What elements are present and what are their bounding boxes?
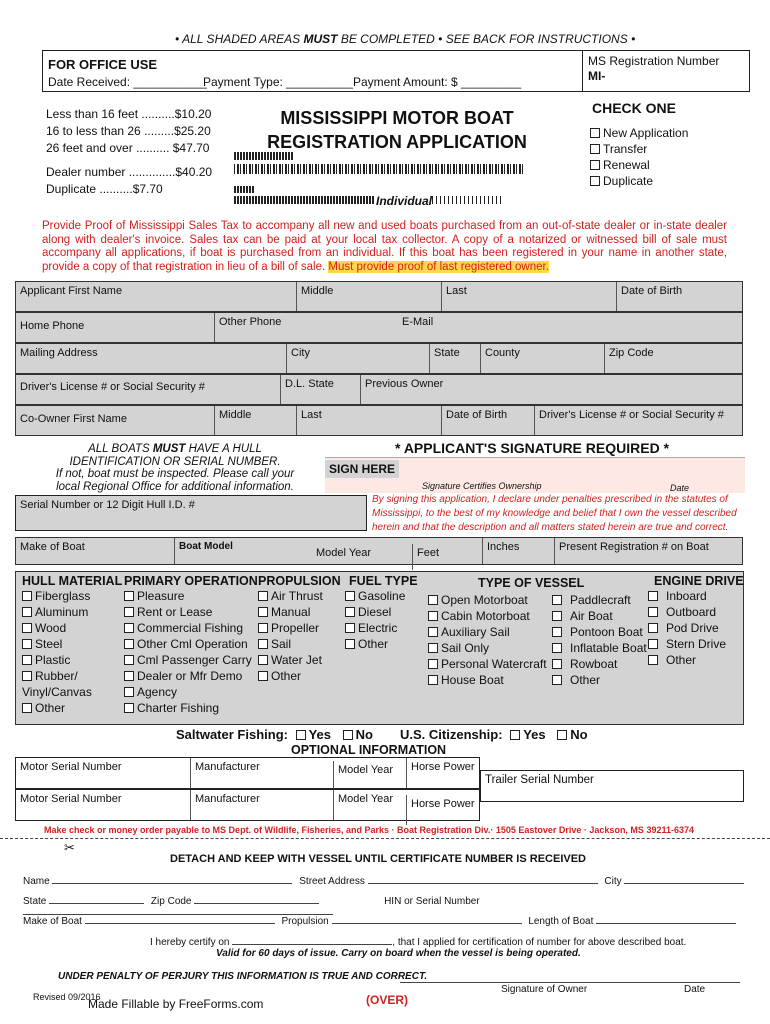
model-year-2[interactable]: Model Year bbox=[333, 790, 397, 820]
primary-operation-title: PRIMARY OPERATION bbox=[124, 574, 258, 588]
detach-state-line[interactable] bbox=[49, 903, 144, 904]
detach-row-3: Make of Boat Propulsion Length of Boat bbox=[23, 916, 748, 927]
owner-signature-line[interactable] bbox=[400, 982, 740, 983]
manufacturer-1[interactable]: Manufacturer bbox=[190, 758, 264, 788]
detach-city-line[interactable] bbox=[624, 883, 744, 884]
checkbox[interactable] bbox=[552, 675, 562, 685]
checkbox[interactable] bbox=[590, 160, 600, 170]
signature-required-heading: * APPLICANT'S SIGNATURE REQUIRED * bbox=[395, 440, 670, 456]
applicant-first-name-field[interactable]: Applicant First Name bbox=[20, 285, 123, 297]
op-cml-passenger[interactable]: Cml Passenger Carry bbox=[124, 652, 258, 668]
inches-field[interactable]: Inches bbox=[482, 538, 523, 564]
optional-info-title: OPTIONAL INFORMATION bbox=[291, 743, 447, 757]
checkbox[interactable] bbox=[22, 671, 32, 681]
vessel-air-boat[interactable]: Air Boat bbox=[552, 608, 647, 624]
op-rent-lease[interactable]: Rent or Lease bbox=[124, 604, 258, 620]
checkbox[interactable] bbox=[590, 128, 600, 138]
checkbox[interactable] bbox=[124, 607, 134, 617]
phone-row bbox=[15, 312, 743, 343]
checkbox[interactable] bbox=[258, 639, 268, 649]
checkbox[interactable] bbox=[124, 639, 134, 649]
fuel-type-group bbox=[345, 574, 418, 652]
detach-street-line[interactable] bbox=[368, 883, 598, 884]
hull-rubber-vinyl-canvas[interactable]: Rubber/ Vinyl/Canvas bbox=[22, 669, 92, 699]
sign-here-label: SIGN HERE bbox=[325, 460, 399, 478]
checkbox[interactable] bbox=[590, 176, 600, 186]
checkbox[interactable] bbox=[648, 639, 658, 649]
checkbox[interactable] bbox=[552, 595, 562, 605]
vessel-auxiliary-sail[interactable]: Auxiliary Sail bbox=[428, 624, 547, 640]
barcode-strip bbox=[234, 152, 534, 208]
op-other-cml[interactable]: Other Cml Operation bbox=[124, 636, 258, 652]
address-row bbox=[15, 343, 743, 374]
checkbox[interactable] bbox=[258, 607, 268, 617]
checkbox[interactable] bbox=[648, 591, 658, 601]
fuel-other[interactable]: Other bbox=[345, 636, 418, 652]
checkbox[interactable] bbox=[345, 639, 355, 649]
proof-instructions: Provide Proof of Mississippi Sales Tax to accompany all new and used boats purchased from an out-of-state dealer or in-state dealer along with dealer's invoice. Sales tax can be paid at your local tax collector. A copy of a notarized or witnessed bill of sale must accompany all applications, if boat is purchased from an individual. If this boat has been registered in your name in another state, provide a copy of that registration in lieu of a bill of sale. Must provide proof of last registered owner. bbox=[42, 220, 727, 273]
checkbox[interactable] bbox=[345, 623, 355, 633]
motor-row-2 bbox=[15, 789, 480, 821]
payable-instructions: Make check or money order payable to MS Dept. of Wildlife, Fisheries, and Parks · Boat Registration Div.· 1505 Eastover Drive · Jackson, MS 39211-6374 bbox=[44, 825, 694, 835]
over-label: (OVER) bbox=[366, 993, 408, 1007]
vessel-cabin-motorboat[interactable]: Cabin Motorboat bbox=[428, 608, 547, 624]
home-phone-field[interactable]: Home Phone bbox=[20, 320, 85, 332]
checkbox[interactable] bbox=[258, 655, 268, 665]
hull-other[interactable]: Other bbox=[22, 700, 122, 716]
citizenship-no[interactable]: No bbox=[549, 727, 587, 742]
detach-zip-line[interactable] bbox=[194, 903, 319, 904]
fee-line: Duplicate ..........$7.70 bbox=[46, 182, 163, 196]
fuel-diesel[interactable]: Diesel bbox=[345, 604, 418, 620]
checkbox[interactable] bbox=[296, 730, 306, 740]
checkbox[interactable] bbox=[22, 623, 32, 633]
fee-line: 26 feet and over .......... $47.70 bbox=[46, 141, 210, 155]
hull-material-group bbox=[22, 574, 122, 716]
signature-box[interactable] bbox=[325, 457, 745, 493]
signature-date-label: Date bbox=[670, 483, 690, 493]
checkbox[interactable] bbox=[124, 687, 134, 697]
hull-material-title: HULL MATERIAL bbox=[22, 574, 123, 588]
detach-name-line[interactable] bbox=[52, 883, 292, 884]
certify-date-line[interactable] bbox=[232, 944, 392, 945]
checkbox[interactable] bbox=[552, 611, 562, 621]
city-field[interactable]: City bbox=[286, 344, 314, 373]
checkbox[interactable] bbox=[428, 659, 438, 669]
checkbox[interactable] bbox=[345, 591, 355, 601]
hull-plastic[interactable]: Plastic bbox=[22, 652, 122, 668]
date-received: Date Received: ___________ bbox=[48, 75, 207, 89]
checkbox[interactable] bbox=[557, 730, 567, 740]
checkbox[interactable] bbox=[428, 611, 438, 621]
checkbox[interactable] bbox=[428, 627, 438, 637]
checkbox[interactable] bbox=[648, 623, 658, 633]
model-year-1[interactable]: Model Year bbox=[333, 761, 397, 791]
detach-row-1: Name Street Address City bbox=[23, 876, 748, 887]
proof-highlight: Must provide proof of last registered owner. bbox=[328, 260, 549, 273]
co-owner-middle-field[interactable]: Middle bbox=[214, 406, 255, 435]
checkbox[interactable] bbox=[428, 595, 438, 605]
horse-power-1[interactable]: Horse Power bbox=[406, 758, 479, 788]
checkbox[interactable] bbox=[343, 730, 353, 740]
applicant-dob-field[interactable]: Date of Birth bbox=[616, 282, 686, 311]
saltwater-fishing: Saltwater Fishing: Yes No bbox=[176, 727, 373, 742]
engine-other[interactable]: Other bbox=[648, 652, 744, 668]
engine-stern-drive[interactable]: Stern Drive bbox=[648, 636, 744, 652]
fee-line: 16 to less than 26 .........$25.20 bbox=[46, 124, 211, 138]
hull-wood[interactable]: Wood bbox=[22, 620, 122, 636]
payment-type: Payment Type: __________ bbox=[203, 75, 353, 89]
office-use-title: FOR OFFICE USE bbox=[48, 57, 158, 72]
vessel-rowboat[interactable]: Rowboat bbox=[552, 656, 647, 672]
scissors-icon: ✂ bbox=[64, 840, 75, 855]
vessel-paddlecraft[interactable]: Paddlecraft bbox=[552, 592, 647, 608]
zip-code-field[interactable]: Zip Code bbox=[604, 344, 658, 373]
fee-schedule bbox=[46, 106, 212, 198]
applicant-name-row bbox=[15, 281, 743, 312]
checkbox[interactable] bbox=[22, 607, 32, 617]
prop-water-jet[interactable]: Water Jet bbox=[258, 652, 341, 668]
horse-power-2[interactable]: Horse Power bbox=[406, 795, 479, 825]
present-registration-field[interactable]: Present Registration # on Boat bbox=[554, 538, 713, 564]
vessel-personal-watercraft[interactable]: Personal Watercraft bbox=[428, 656, 547, 672]
co-owner-first-name-field[interactable]: Co-Owner First Name bbox=[20, 413, 127, 425]
email-field[interactable]: E-Mail bbox=[402, 316, 434, 328]
previous-owner-field[interactable]: Previous Owner bbox=[360, 375, 447, 404]
checkbox[interactable] bbox=[258, 671, 268, 681]
vessel-inflatable-boat[interactable]: Inflatable Boat bbox=[552, 640, 647, 656]
boat-model-field[interactable]: Boat Model bbox=[174, 538, 237, 564]
motor-serial-1[interactable]: Motor Serial Number bbox=[20, 761, 122, 773]
propulsion-title: PROPULSION bbox=[258, 574, 341, 588]
co-owner-row bbox=[15, 405, 743, 436]
signature-certifies-label: Signature Certifies Ownership bbox=[422, 481, 542, 491]
motor-row-1 bbox=[15, 757, 480, 789]
make-of-boat-field[interactable]: Make of Boat bbox=[20, 541, 85, 553]
checkbox[interactable] bbox=[428, 675, 438, 685]
op-charter-fishing[interactable]: Charter Fishing bbox=[124, 700, 258, 716]
vessel-type-col1 bbox=[428, 592, 547, 688]
office-use-box bbox=[42, 50, 582, 92]
manufacturer-2[interactable]: Manufacturer bbox=[190, 790, 264, 820]
fee-line: Less than 16 feet ..........$10.20 bbox=[46, 107, 212, 121]
checkbox[interactable] bbox=[124, 671, 134, 681]
freeforms-credit: Made Fillable by FreeForms.com bbox=[88, 997, 264, 1011]
vessel-open-motorboat[interactable]: Open Motorboat bbox=[428, 592, 547, 608]
top-banner: • ALL SHADED AREAS MUST BE COMPLETED • SEE BACK FOR INSTRUCTIONS • bbox=[175, 32, 636, 46]
license-row bbox=[15, 374, 743, 405]
model-year-field[interactable]: Model Year bbox=[316, 547, 372, 559]
vessel-pontoon-boat[interactable]: Pontoon Boat bbox=[552, 624, 647, 640]
propulsion-group bbox=[258, 574, 341, 684]
co-owner-license-field[interactable]: Driver's License # or Social Security # bbox=[534, 406, 728, 435]
op-pleasure[interactable]: Pleasure bbox=[124, 588, 258, 604]
form-title bbox=[252, 106, 542, 154]
motor-serial-2[interactable]: Motor Serial Number bbox=[20, 793, 122, 805]
perjury-statement: UNDER PENALTY OF PERJURY THIS INFORMATION IS TRUE AND CORRECT. bbox=[58, 971, 428, 982]
ms-registration-box bbox=[582, 50, 750, 92]
signature-of-owner-label: Signature of Owner bbox=[501, 984, 588, 995]
engine-drive-title: ENGINE DRIVE bbox=[654, 574, 744, 588]
feet-field[interactable]: Feet bbox=[412, 544, 443, 570]
checkbox[interactable] bbox=[552, 659, 562, 669]
checkbox[interactable] bbox=[22, 639, 32, 649]
checkbox[interactable] bbox=[22, 655, 32, 665]
valid-statement: Valid for 60 days of issue. Carry on board when the vessel is being operated. bbox=[216, 948, 581, 959]
checkbox[interactable] bbox=[124, 655, 134, 665]
checkbox[interactable] bbox=[22, 703, 32, 713]
serial-number-field[interactable]: Serial Number or 12 Digit Hull I.D. # bbox=[15, 495, 367, 531]
checkbox[interactable] bbox=[648, 655, 658, 665]
applicant-last-field[interactable]: Last bbox=[441, 282, 471, 311]
checkbox[interactable] bbox=[124, 623, 134, 633]
checkbox[interactable] bbox=[258, 591, 268, 601]
boat-info-row bbox=[15, 537, 743, 565]
checkbox[interactable] bbox=[124, 703, 134, 713]
checkbox[interactable] bbox=[552, 627, 562, 637]
vessel-type-title: TYPE OF VESSEL bbox=[478, 576, 585, 590]
fuel-type-title: FUEL TYPE bbox=[349, 574, 418, 588]
checkbox[interactable] bbox=[124, 591, 134, 601]
detach-propulsion-line[interactable] bbox=[332, 923, 522, 924]
form-title-line1: MISSISSIPPI MOTOR BOAT bbox=[280, 108, 514, 128]
fuel-gasoline[interactable]: Gasoline bbox=[345, 588, 418, 604]
detach-line bbox=[0, 838, 770, 839]
fuel-electric[interactable]: Electric bbox=[345, 620, 418, 636]
hull-steel[interactable]: Steel bbox=[22, 636, 122, 652]
checkbox[interactable] bbox=[648, 607, 658, 617]
op-agency[interactable]: Agency bbox=[124, 684, 258, 700]
engine-inboard[interactable]: Inboard bbox=[648, 588, 744, 604]
us-citizenship: U.S. Citizenship: Yes No bbox=[400, 727, 588, 742]
detach-hin-line[interactable] bbox=[23, 914, 333, 915]
checkbox[interactable] bbox=[552, 643, 562, 653]
state-field[interactable]: State bbox=[429, 344, 464, 373]
checkbox[interactable] bbox=[22, 591, 32, 601]
form-title-line2: REGISTRATION APPLICATION bbox=[267, 132, 527, 152]
detach-title: DETACH AND KEEP WITH VESSEL UNTIL CERTIFICATE NUMBER IS RECEIVED bbox=[170, 853, 586, 865]
detach-row-2: State Zip Code HIN or Serial Number bbox=[23, 896, 748, 918]
mailing-address-field[interactable]: Mailing Address bbox=[20, 347, 98, 359]
detach-make-line[interactable] bbox=[85, 923, 275, 924]
checkbox[interactable] bbox=[590, 144, 600, 154]
certify-statement: I hereby certify on , that I applied for certification of number for above described boat. bbox=[150, 937, 687, 948]
vessel-type-col2 bbox=[552, 592, 647, 688]
prop-other[interactable]: Other bbox=[258, 668, 341, 684]
payment-amount: Payment Amount: $ _________ bbox=[353, 75, 522, 89]
engine-pod-drive[interactable]: Pod Drive bbox=[648, 620, 744, 636]
vessel-house-boat[interactable]: House Boat bbox=[428, 672, 547, 688]
applicant-middle-field[interactable]: Middle bbox=[296, 282, 337, 311]
hull-aluminum[interactable]: Aluminum bbox=[22, 604, 122, 620]
op-commercial-fishing[interactable]: Commercial Fishing bbox=[124, 620, 258, 636]
option-renewal[interactable]: Renewal bbox=[590, 157, 688, 173]
other-phone-field[interactable]: Other Phone bbox=[214, 313, 285, 342]
primary-operation-group bbox=[118, 574, 258, 716]
detach-date-label: Date bbox=[684, 984, 706, 995]
saltwater-no[interactable]: No bbox=[335, 727, 373, 742]
co-owner-last-field[interactable]: Last bbox=[296, 406, 326, 435]
prop-manual[interactable]: Manual bbox=[258, 604, 341, 620]
checkbox[interactable] bbox=[428, 643, 438, 653]
vessel-sail-only[interactable]: Sail Only bbox=[428, 640, 547, 656]
revised-date: Revised 09/2016 bbox=[33, 992, 101, 1002]
hull-id-note: ALL BOATS MUST HAVE A HULL IDENTIFICATION OR SERIAL NUMBER. If not, boat must be inspected. Please call your local Regional Office for additional information. bbox=[55, 443, 295, 493]
checkbox[interactable] bbox=[258, 623, 268, 633]
checkbox[interactable] bbox=[510, 730, 520, 740]
option-new-application[interactable]: New Application bbox=[590, 125, 688, 141]
option-duplicate[interactable]: Duplicate bbox=[590, 173, 688, 189]
engine-drive-group bbox=[648, 574, 744, 668]
engine-outboard[interactable]: Outboard bbox=[648, 604, 744, 620]
saltwater-yes[interactable]: Yes bbox=[292, 727, 331, 742]
option-transfer[interactable]: Transfer bbox=[590, 141, 688, 157]
check-one-options bbox=[590, 125, 688, 189]
individual-label: Individual bbox=[376, 194, 433, 208]
checkbox[interactable] bbox=[345, 607, 355, 617]
ms-registration-label: MS Registration Number bbox=[588, 54, 720, 68]
signature-declaration: By signing this application, I declare under penalties prescribed in the statutes of Mississippi, to the best of my knowledge and belief that I own the vessel described herein and that the description and all matters stated herein are true and correct. bbox=[372, 494, 737, 533]
co-owner-dob-field[interactable]: Date of Birth bbox=[441, 406, 511, 435]
citizenship-yes[interactable]: Yes bbox=[506, 727, 545, 742]
drivers-license-field[interactable]: Driver's License # or Social Security # bbox=[20, 381, 205, 393]
detach-length-line[interactable] bbox=[596, 923, 736, 924]
county-field[interactable]: County bbox=[480, 344, 524, 373]
prop-air-thrust[interactable]: Air Thrust bbox=[258, 588, 341, 604]
ms-registration-value: MI- bbox=[588, 69, 606, 83]
prop-propeller[interactable]: Propeller bbox=[258, 620, 341, 636]
vessel-other[interactable]: Other bbox=[552, 672, 647, 688]
check-one-title: CHECK ONE bbox=[592, 100, 677, 116]
dl-state-field[interactable]: D.L. State bbox=[280, 375, 338, 404]
op-dealer-demo[interactable]: Dealer or Mfr Demo bbox=[124, 668, 258, 684]
trailer-serial-field[interactable]: Trailer Serial Number bbox=[480, 770, 744, 802]
fee-line: Dealer number ..............$40.20 bbox=[46, 165, 213, 179]
prop-sail[interactable]: Sail bbox=[258, 636, 341, 652]
hull-fiberglass[interactable]: Fiberglass bbox=[22, 588, 122, 604]
